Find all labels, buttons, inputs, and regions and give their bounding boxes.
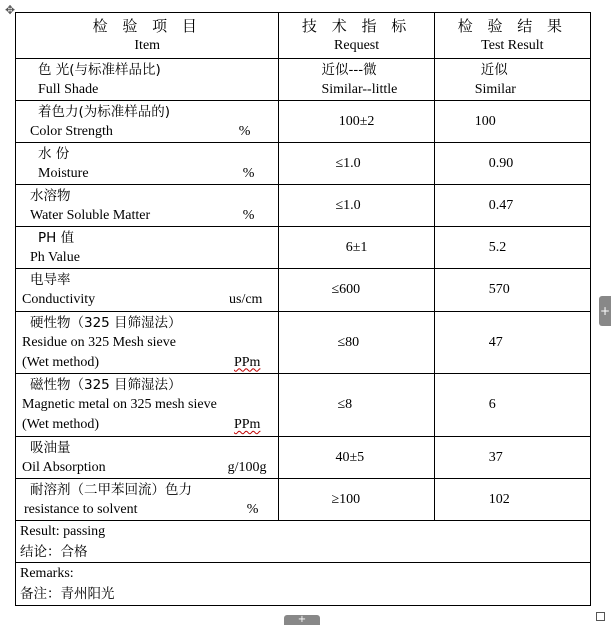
result-value: 近似 bbox=[480, 61, 508, 78]
item-en: Full Shade bbox=[38, 81, 99, 97]
header-row bbox=[16, 13, 591, 59]
item-cell[interactable] bbox=[16, 227, 279, 269]
result-cell[interactable] bbox=[434, 312, 590, 374]
item-en: Color Strength % bbox=[16, 122, 278, 142]
header-request-zh: 技 术 指 标 bbox=[301, 16, 412, 35]
remarks-en: Remarks: bbox=[20, 566, 74, 581]
item-cell[interactable] bbox=[16, 59, 279, 101]
request-cell[interactable] bbox=[279, 101, 434, 143]
table-row bbox=[16, 374, 591, 437]
request-cell[interactable] bbox=[279, 437, 434, 479]
item-zh: 电导率 bbox=[30, 272, 71, 288]
item-unit: us/cm bbox=[229, 292, 263, 307]
result-cell[interactable] bbox=[434, 269, 590, 312]
item-unit: % bbox=[242, 165, 255, 181]
header-result-zh: 检 验 结 果 bbox=[457, 16, 568, 35]
item-cell[interactable] bbox=[16, 479, 279, 521]
item-cell[interactable] bbox=[16, 143, 279, 185]
add-row-handle-icon[interactable]: + bbox=[284, 615, 320, 625]
add-column-handle-icon[interactable]: + bbox=[599, 296, 611, 326]
request-value: ≤1.0 bbox=[335, 197, 361, 213]
item-unit: % bbox=[242, 207, 255, 223]
header-request-en: Request bbox=[334, 37, 380, 53]
request-cell[interactable] bbox=[279, 312, 434, 374]
result-value: 102 bbox=[488, 491, 510, 507]
item-en: Residue on 325 Mesh sieve bbox=[22, 334, 176, 350]
request-value: ≤1.0 bbox=[335, 155, 361, 171]
resize-handle-icon[interactable] bbox=[596, 612, 605, 621]
inspection-table bbox=[15, 12, 591, 606]
header-request-cell[interactable] bbox=[279, 13, 434, 59]
item-en: resistance to solvent % bbox=[16, 500, 278, 520]
item-unit: g/100g bbox=[227, 459, 267, 475]
table-row bbox=[16, 101, 591, 143]
remarks-zh: 备注：青州阳光 bbox=[20, 586, 115, 602]
item-zh: PH 值 bbox=[38, 229, 75, 246]
item-en: Ph Value bbox=[30, 249, 80, 265]
item-zh: 着色力(为标准样品的) bbox=[38, 103, 171, 120]
result-value-en: Similar bbox=[474, 81, 516, 97]
result-value: 0.47 bbox=[488, 197, 514, 213]
item-cell[interactable] bbox=[16, 101, 279, 143]
request-value: 40±5 bbox=[335, 449, 365, 465]
item-en-method: (Wet method) PPm bbox=[16, 353, 278, 373]
result-cell[interactable] bbox=[434, 59, 590, 101]
result-value: 47 bbox=[488, 334, 503, 350]
result-cell[interactable] bbox=[434, 227, 590, 269]
header-item-cell[interactable] bbox=[16, 13, 279, 59]
result-conclusion-zh: 结论：合格 bbox=[20, 543, 88, 560]
table-row bbox=[16, 269, 591, 312]
request-cell[interactable] bbox=[279, 227, 434, 269]
request-value: ≥100 bbox=[331, 491, 361, 507]
item-cell[interactable] bbox=[16, 374, 279, 437]
request-value: 100±2 bbox=[338, 113, 375, 129]
result-cell[interactable] bbox=[434, 437, 590, 479]
result-value: 37 bbox=[488, 449, 503, 465]
item-zh: 吸油量 bbox=[30, 439, 71, 456]
request-cell[interactable] bbox=[279, 185, 434, 227]
result-value: 570 bbox=[488, 282, 510, 297]
request-value: ≤8 bbox=[337, 397, 353, 412]
result-cell[interactable] bbox=[434, 185, 590, 227]
table-row bbox=[16, 479, 591, 521]
item-zh: 耐溶剂（二甲苯回流）色力 bbox=[30, 481, 192, 498]
item-cell[interactable] bbox=[16, 437, 279, 479]
remarks-cell[interactable] bbox=[16, 563, 591, 606]
item-en-method: (Wet method) PPm bbox=[16, 415, 278, 435]
item-en: Moisture % bbox=[16, 164, 278, 184]
table-row bbox=[16, 312, 591, 374]
item-en: Oil Absorption g/100g bbox=[16, 458, 278, 478]
item-zh: 水 份 bbox=[38, 145, 70, 162]
header-result-cell[interactable] bbox=[434, 13, 590, 59]
table-move-handle-icon[interactable]: ✥ bbox=[4, 3, 16, 17]
header-item-en: Item bbox=[134, 37, 161, 53]
table-row bbox=[16, 185, 591, 227]
table-row bbox=[16, 143, 591, 185]
item-cell[interactable] bbox=[16, 312, 279, 374]
remarks-row bbox=[16, 563, 591, 606]
result-value: 5.2 bbox=[488, 239, 507, 255]
item-unit: % bbox=[246, 501, 259, 517]
result-value: 100 bbox=[474, 113, 496, 129]
header-result-en: Test Result bbox=[481, 37, 544, 53]
item-en: Conductivity us/cm bbox=[16, 290, 278, 310]
request-value: 近似---微 bbox=[321, 61, 377, 78]
item-zh: 水溶物 bbox=[30, 187, 71, 204]
result-conclusion-en: Result: passing bbox=[20, 523, 106, 539]
result-cell[interactable] bbox=[434, 101, 590, 143]
table-row bbox=[16, 59, 591, 101]
result-row bbox=[16, 521, 591, 563]
table-row bbox=[16, 227, 591, 269]
header-item-zh: 检 验 项 目 bbox=[92, 16, 202, 35]
result-value: 0.90 bbox=[488, 155, 514, 171]
request-value-en: Similar--little bbox=[321, 81, 398, 97]
request-cell[interactable] bbox=[279, 143, 434, 185]
item-en: Water Soluble Matter % bbox=[16, 206, 278, 226]
result-cell[interactable] bbox=[434, 479, 590, 521]
item-cell[interactable] bbox=[16, 269, 279, 312]
result-cell[interactable] bbox=[434, 374, 590, 437]
request-value: ≤600 bbox=[331, 282, 361, 297]
item-zh: 磁性物（325 目筛湿法） bbox=[30, 377, 182, 393]
request-cell[interactable] bbox=[279, 269, 434, 312]
item-en: Magnetic metal on 325 mesh sieve bbox=[22, 397, 217, 412]
table-row bbox=[16, 437, 591, 479]
item-zh: 硬性物（325 目筛湿法） bbox=[30, 314, 182, 331]
request-value: ≤80 bbox=[337, 334, 360, 350]
item-unit: PPm bbox=[233, 417, 261, 432]
item-zh: 色 光(与标准样品比) bbox=[38, 61, 161, 78]
result-cell[interactable] bbox=[434, 143, 590, 185]
request-cell[interactable] bbox=[279, 59, 434, 101]
item-cell[interactable] bbox=[16, 185, 279, 227]
request-value: 6±1 bbox=[345, 239, 368, 255]
result-value: 6 bbox=[488, 397, 496, 412]
result-conclusion-cell[interactable] bbox=[16, 521, 591, 563]
item-unit: PPm bbox=[233, 354, 261, 370]
request-cell[interactable] bbox=[279, 479, 434, 521]
item-unit: % bbox=[238, 123, 251, 139]
request-cell[interactable] bbox=[279, 374, 434, 437]
